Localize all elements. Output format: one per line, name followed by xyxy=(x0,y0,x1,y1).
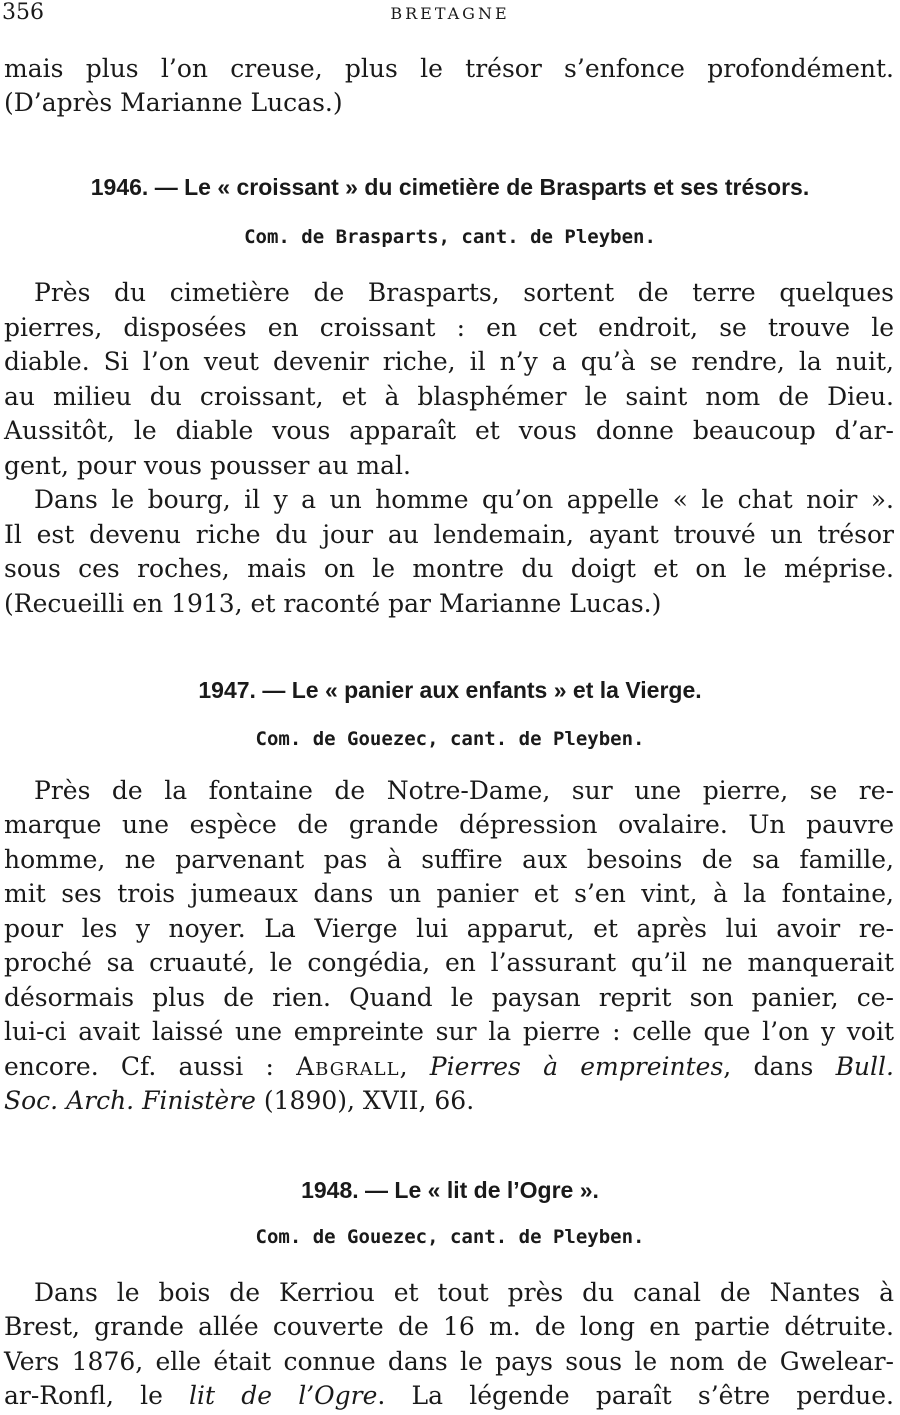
page-number: 356 xyxy=(2,0,44,25)
citation-tail: (1890), XVII, 66. xyxy=(255,1086,475,1115)
text-line: pierres, disposées en croissant : en cet endroit, se trouve le xyxy=(4,313,894,342)
citation-work: Pierres à empreintes xyxy=(429,1052,724,1081)
text-line: au milieu du croissant, et à blasphémer le saint nom de Dieu. xyxy=(4,382,894,411)
text-line: Dans le bourg, il y a un homme qu’on appelle « le chat noir ». xyxy=(34,485,894,514)
entry-title: 1948. — Le « lit de l’Ogre ». xyxy=(301,1177,599,1203)
citation-lead: encore. Cf. aussi : xyxy=(4,1052,297,1081)
text-line: désormais plus de rien. Quand le paysan reprit son panier, ce- xyxy=(4,983,894,1012)
text-line: marque une espèce de grande dépression ovalaire. Un pauvre xyxy=(4,810,894,839)
text-line: Aussitôt, le diable vous apparaît et vous donne beaucoup d’ar- xyxy=(4,416,894,445)
text-line: mais plus l’on creuse, plus le trésor s’enfonce profondément. xyxy=(4,54,894,83)
text-line: Il est devenu riche du jour au lendemain, ayant trouvé un trésor xyxy=(4,520,894,549)
text-line: homme, ne parvenant pas à suffire aux besoins de sa famille, xyxy=(4,845,894,874)
text-line: proché sa cruauté, le congédia, en l’assurant qu’il ne manquerait xyxy=(4,948,894,977)
text-line: Brest, grande allée couverte de 16 m. de long en partie détruite. xyxy=(4,1312,894,1341)
text-line: (D’après Marianne Lucas.) xyxy=(4,88,343,117)
citation-journal: Bull. xyxy=(835,1052,894,1081)
text-line: (Recueilli en 1913, et raconté par Marianne Lucas.) xyxy=(4,589,662,618)
text-segment: . La légende paraît s’être perdue. xyxy=(377,1381,894,1410)
entry-location: Com. de Gouezec, cant. de Pleyben. xyxy=(255,1226,645,1248)
citation-line xyxy=(4,1084,894,1118)
text-segment: ar-Ronfl, le xyxy=(4,1381,190,1410)
text-line: Près du cimetière de Brasparts, sortent de terre quelques xyxy=(34,278,894,307)
entry-title: 1947. — Le « panier aux enfants » et la Vierge. xyxy=(198,677,702,703)
entry-location: Com. de Brasparts, cant. de Pleyben. xyxy=(244,226,656,248)
text-line: Dans le bois de Kerriou et tout près du canal de Nantes à xyxy=(34,1278,894,1307)
entry-location: Com. de Gouezec, cant. de Pleyben. xyxy=(255,728,645,750)
citation-author: Abgrall xyxy=(296,1052,400,1081)
running-header xyxy=(0,0,900,30)
text-line: Vers 1876, elle était connue dans le pays sous le nom de Gwelear- xyxy=(4,1347,894,1376)
text-line: sous ces roches, mais on le montre du doigt et on le méprise. xyxy=(4,554,894,583)
running-title: BRETAGNE xyxy=(390,4,510,23)
text-line: lui-ci avait laissé une empreinte sur la pierre : celle que l’on y voit xyxy=(4,1017,894,1046)
text-line: pour les y noyer. La Vierge lui apparut, et après lui avoir re- xyxy=(4,914,894,943)
text-line: gent, pour vous pousser au mal. xyxy=(4,451,411,480)
citation-separator: , xyxy=(399,1052,430,1081)
italic-term: lit de l’Ogre xyxy=(189,1381,378,1410)
text-line: Près de la fontaine de Notre-Dame, sur une pierre, se re- xyxy=(34,776,894,805)
text-line: mit ses trois jumeaux dans un panier et s’en vint, à la fontaine, xyxy=(4,879,894,908)
citation-line xyxy=(4,1050,894,1084)
text-line xyxy=(4,1379,894,1413)
citation-mid: , dans xyxy=(723,1052,836,1081)
citation-journal: Soc. Arch. Finistère xyxy=(4,1086,256,1115)
entry-title: 1946. — Le « croissant » du cimetière de Brasparts et ses trésors. xyxy=(90,174,810,200)
text-line: diable. Si l’on veut devenir riche, il n’y a qu’à se rendre, la nuit, xyxy=(4,347,894,376)
